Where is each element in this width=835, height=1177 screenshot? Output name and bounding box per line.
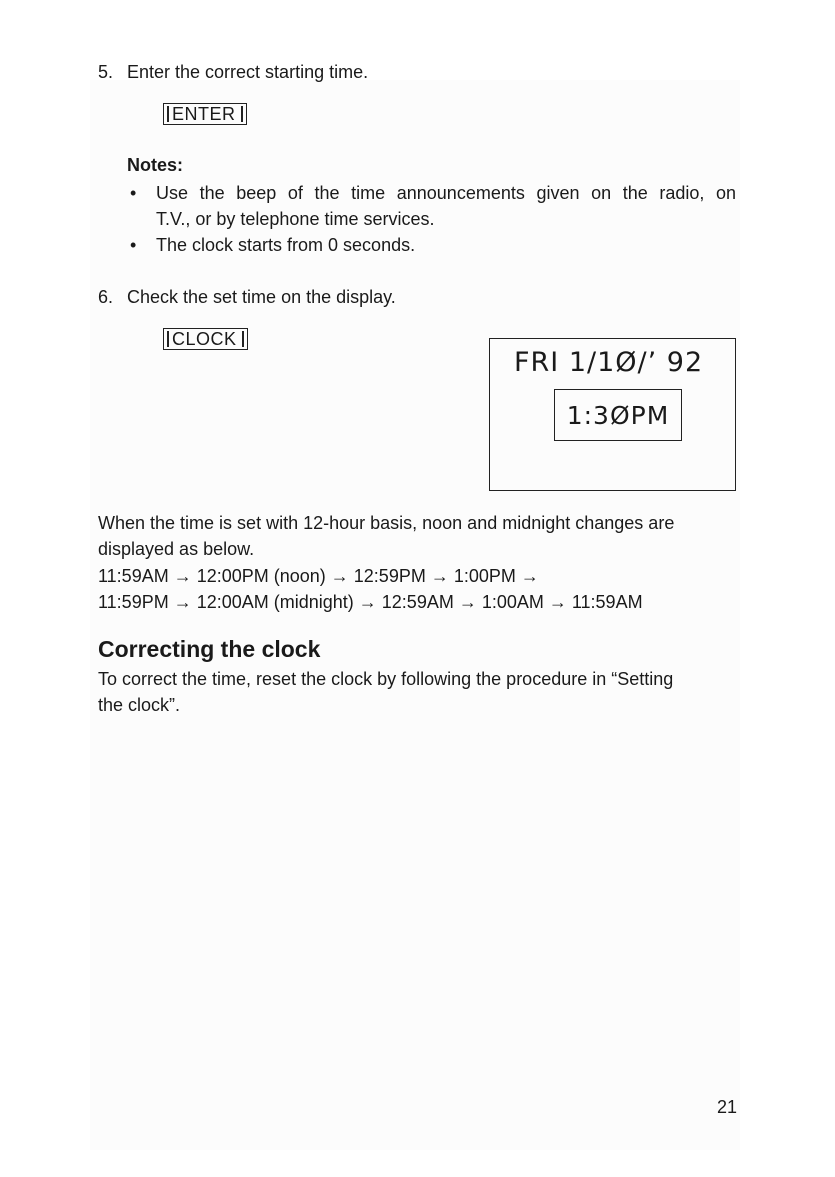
bullet-icon: • [130, 183, 137, 203]
notes-title: Notes: [127, 155, 184, 175]
bullet-icon: • [130, 235, 137, 255]
display-date: FRI 1/1Ø/’ 92 [514, 347, 704, 378]
note-item-1: • Use the beep of the time announcements given on the radio, on T.V., or by telephone time services. [156, 180, 736, 232]
page-number: 21 [716, 1097, 737, 1117]
section-line-2: the clock”. [98, 695, 181, 715]
note-item-2: • The clock starts from 0 seconds. [156, 232, 415, 258]
sequence-line-2: 11:59PM → 12:00AM (midnight) → 12:59AM → 1:00AM → 11:59AM [98, 592, 643, 612]
enter-key-label: ENTER [163, 103, 247, 125]
step-5-text: Enter the correct starting time. [127, 62, 369, 82]
section-line-1: To correct the time, reset the clock by following the procedure in “Setting [98, 669, 674, 689]
body-line-1: When the time is set with 12-hour basis, noon and midnight changes are [98, 513, 675, 533]
step-6-text: Check the set time on the display. [127, 287, 396, 307]
body-line-2: displayed as below. [98, 539, 255, 559]
section-heading: Correcting the clock [98, 636, 321, 662]
sequence-line-1: 11:59AM → 12:00PM (noon) → 12:59PM → 1:00PM → [98, 566, 539, 586]
display-time: 1:3ØPM [554, 389, 682, 441]
clock-key-label: CLOCK [163, 328, 248, 350]
lcd-display [489, 338, 736, 491]
step-6-number: 6. [98, 287, 114, 307]
step-5-number: 5. [98, 62, 114, 82]
